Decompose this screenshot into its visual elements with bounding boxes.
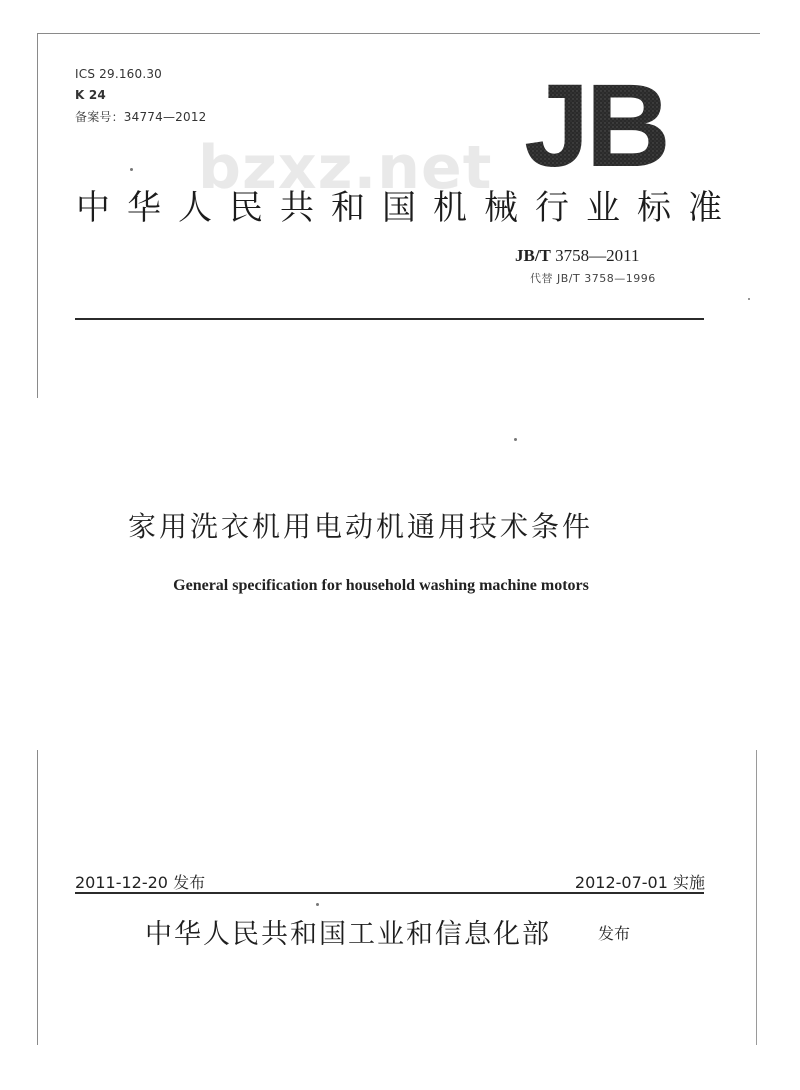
- scan-border-left-lower: [37, 750, 38, 1045]
- title-english: General specification for household washing machine motors: [173, 577, 589, 594]
- ics-code: ICS 29.160.30: [75, 67, 163, 81]
- standard-category: 中华人民共和国机械行业标准: [76, 188, 739, 228]
- divider-top: [75, 318, 704, 320]
- record-number: 备案号：34774—2012: [75, 110, 207, 124]
- jb-logo-text: JB: [524, 70, 667, 175]
- standard-number-prefix: JB/T: [515, 246, 551, 265]
- issuer-name: 中华人民共和国工业和信息化部: [145, 919, 551, 950]
- scan-speck: [130, 168, 133, 171]
- title-chinese: 家用洗衣机用电动机通用技术条件: [128, 510, 594, 543]
- scan-speck: [748, 298, 750, 300]
- issuer-suffix: 发布: [598, 924, 631, 943]
- scan-border-top: [37, 33, 760, 34]
- watermark: bzxz.net: [198, 133, 493, 203]
- scan-border-left-upper: [37, 33, 38, 398]
- issue-date: 2011-12-20 发布: [75, 873, 206, 892]
- jb-logo: [524, 70, 674, 175]
- standard-number-value: 3758—2011: [550, 246, 640, 265]
- replaces-standard: 代替 JB/T 3758—1996: [530, 272, 656, 285]
- scan-speck: [316, 903, 319, 906]
- scan-speck: [514, 438, 517, 441]
- standard-number: [515, 246, 640, 266]
- effective-date: 2012-07-01 实施: [574, 873, 705, 892]
- scan-border-right-lower: [756, 750, 757, 1045]
- classification-code: K 24: [75, 88, 106, 102]
- divider-bottom: [75, 892, 704, 894]
